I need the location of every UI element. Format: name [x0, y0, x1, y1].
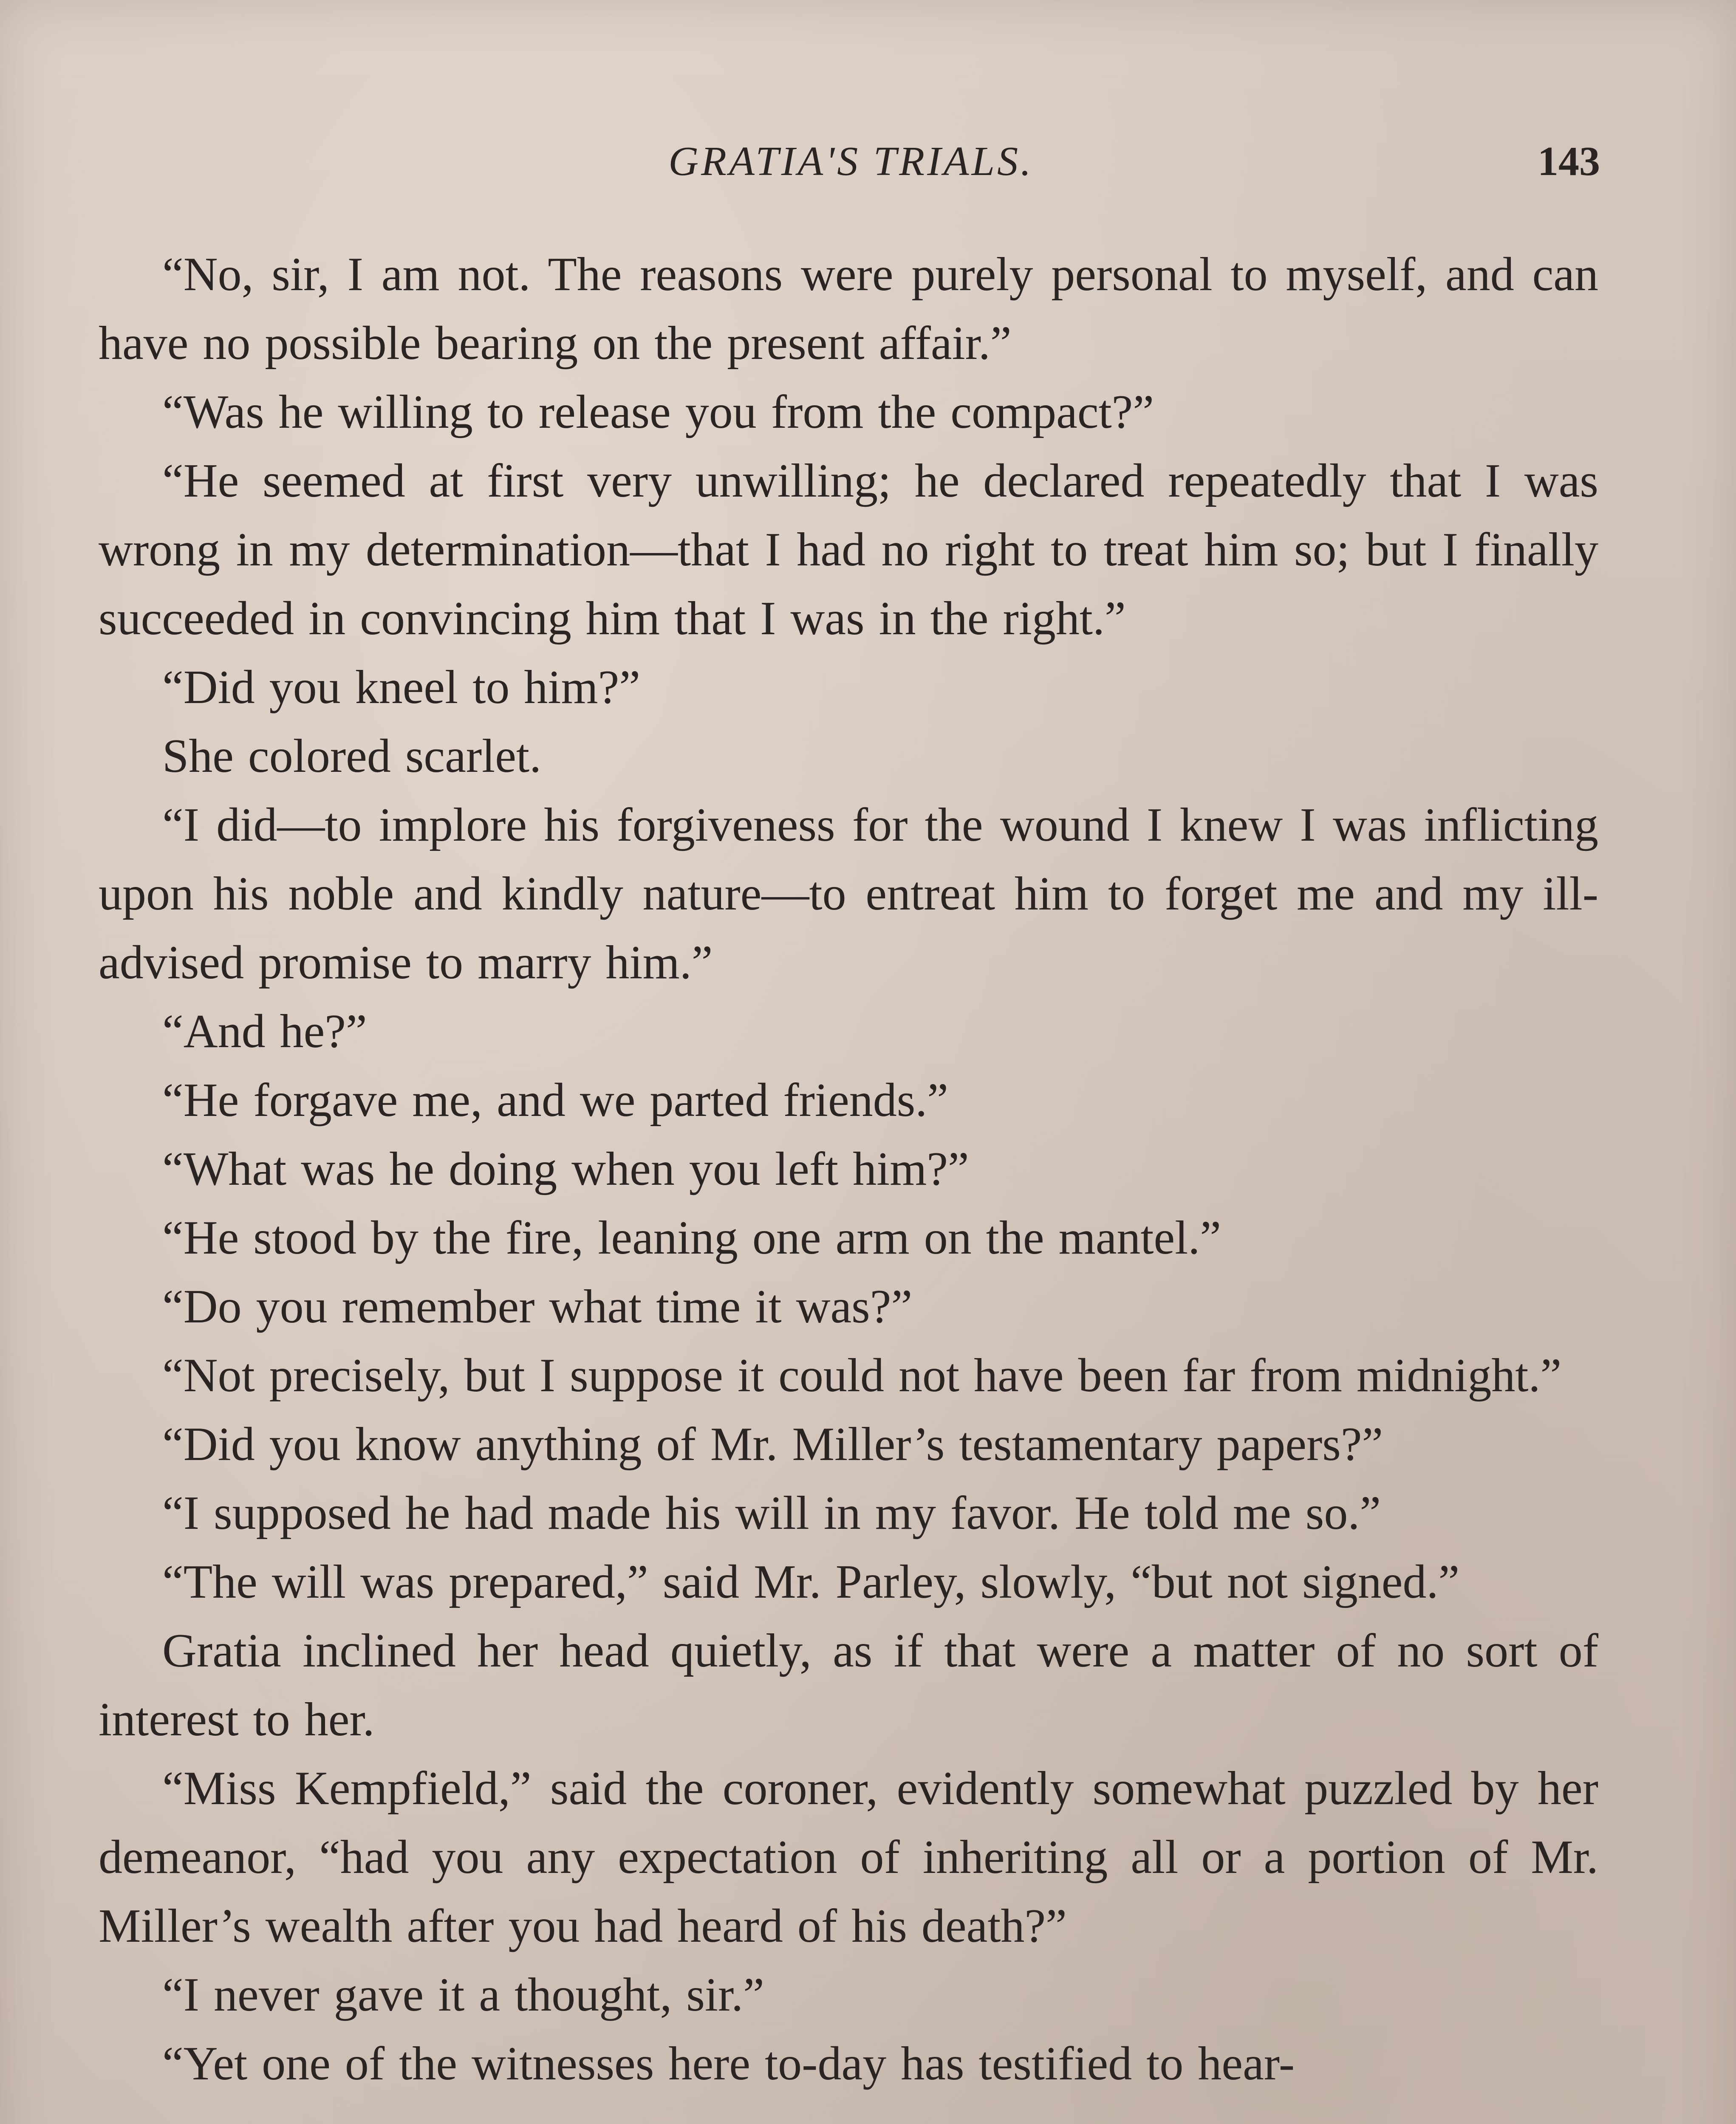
paragraph: “The will was prepared,” said Mr. Parley, slowly, “but not signed.” — [162, 1556, 1460, 1608]
paragraph: “He stood by the fire, leaning one arm on the mantel.” — [162, 1212, 1221, 1264]
body-text — [99, 240, 1598, 2098]
running-title: GRATIA'S TRIALS. — [668, 138, 1034, 184]
paragraph: “Not precisely, but I suppose it could not have been far from midnight.” — [162, 1349, 1562, 1402]
paragraph: “And he?” — [162, 1005, 367, 1058]
paragraph: “I supposed he had made his will in my favor. He told me so.” — [162, 1487, 1381, 1539]
paragraph: “I did—to implore his forgiveness for the wound I knew I was inflicting upon his noble and kindly nature—to entreat him to forget me and my ill-advised promise to marry him.” — [99, 799, 1598, 989]
paragraph: “Did you kneel to him?” — [162, 661, 641, 714]
paragraph: “Was he willing to release you from the compact?” — [162, 386, 1154, 438]
page-number: 143 — [1538, 138, 1600, 184]
paragraph: “I never gave it a thought, sir.” — [162, 1969, 764, 2021]
paragraph: “What was he doing when you left him?” — [162, 1143, 969, 1195]
paragraph: “He seemed at first very unwilling; he declared repeatedly that I was wrong in my determination—that I had no right to treat him so; but I finally succeeded in convincing him that I was in the right.” — [99, 455, 1598, 645]
paragraph: “Do you remember what time it was?” — [162, 1280, 913, 1333]
paragraph: “Miss Kempfield,” said the coroner, evidently somewhat puzzled by her demeanor, “had you any expectation of inheriting all or a portion of Mr. Miller’s wealth after you had heard of his death?” — [99, 1762, 1598, 1952]
running-head — [102, 123, 1600, 200]
paragraph: “Did you know anything of Mr. Miller’s testamentary papers?” — [162, 1418, 1383, 1471]
paragraph: She colored scarlet. — [162, 730, 542, 782]
paragraph: “No, sir, I am not. The reasons were purely personal to myself, and can have no possible bearing on the present affair.” — [99, 248, 1598, 370]
paragraph: “He forgave me, and we parted friends.” — [162, 1074, 948, 1127]
paragraph: Gratia inclined her head quietly, as if that were a matter of no sort of interest to her. — [99, 1624, 1598, 1746]
paragraph: “Yet one of the witnesses here to-day has testified to hear- — [162, 2037, 1295, 2090]
